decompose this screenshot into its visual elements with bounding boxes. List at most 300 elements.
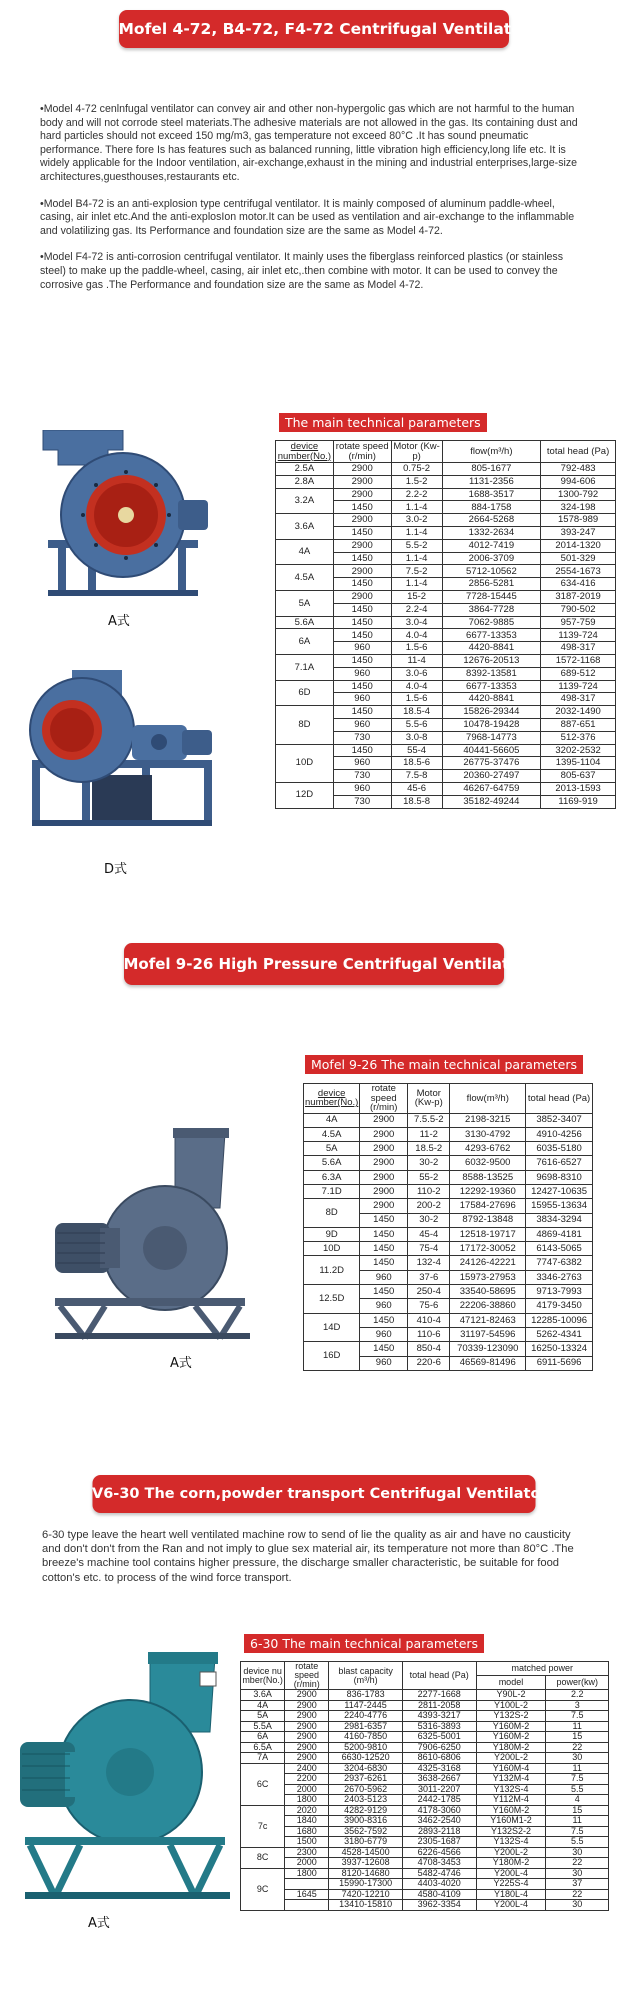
table-cell: 11 <box>546 1721 609 1732</box>
table-cell: 1688-3517 <box>442 488 541 501</box>
table-cell: 37-6 <box>408 1270 450 1284</box>
table-cell: 2400 <box>285 1763 329 1774</box>
col-blast-capacity: blast capacity (m³/h) <box>329 1662 403 1690</box>
table-cell: 410-4 <box>408 1313 450 1327</box>
table-cell: 12676-20513 <box>442 654 541 667</box>
table-cell: 2900 <box>360 1184 408 1198</box>
table-cell: 8392-13581 <box>442 667 541 680</box>
table-cell: Y132S-2 <box>476 1711 546 1722</box>
table-cell: 13410-15810 <box>329 1900 403 1911</box>
table-cell: 15955-13634 <box>526 1199 593 1213</box>
table-cell: 957-759 <box>541 616 616 629</box>
table-cell: 3130-4792 <box>450 1127 526 1141</box>
table-cell: 1169-919 <box>541 795 616 808</box>
table-cell: 2900 <box>360 1142 408 1156</box>
table-cell: Y90L-2 <box>476 1690 546 1701</box>
table-cell: 6226-4566 <box>402 1847 476 1858</box>
table-cell: 3562-7592 <box>329 1826 403 1837</box>
table-cell: Y200L-2 <box>476 1753 546 1764</box>
table-cell: 22 <box>546 1889 609 1900</box>
table-cell: 2900 <box>285 1721 329 1732</box>
table-cell: 3 <box>546 1700 609 1711</box>
table-cell: 1.1-4 <box>391 501 442 514</box>
table-cell: 15 <box>546 1732 609 1743</box>
table-cell: 324-198 <box>541 501 616 514</box>
table-row <box>241 1858 609 1869</box>
table-cell: 200-2 <box>408 1199 450 1213</box>
table-cell: 1578-989 <box>541 514 616 527</box>
table-cell: 30 <box>546 1753 609 1764</box>
table-row <box>304 1227 593 1241</box>
paragraph-model-b4-72: •Model B4-72 is an anti-explosion type centrifugal ventilator. It is mainly composed of aluminum paddle-wheel, casing, air inlet etc.And the anti-explosIon motor.It can be used as ventilation and air-exchange to the inflammable and volatilizing gas. Its Performance and foundation size are the same as Model 4-72. <box>40 197 575 237</box>
fan-image-d-type <box>22 665 222 840</box>
table-cell: 3202-2532 <box>541 744 616 757</box>
table-cell: 3638-2667 <box>402 1774 476 1785</box>
section2-table-title: Mofel 9-26 The main technical parameters <box>305 1055 583 1074</box>
table-cell: 26775-37476 <box>442 757 541 770</box>
section1-title-banner <box>118 10 530 48</box>
table-cell: 2856-5281 <box>442 578 541 591</box>
table-cell: 2277-1668 <box>402 1690 476 1701</box>
cell-device-number: 7.1D <box>304 1184 360 1198</box>
table-cell: 9698-8310 <box>526 1170 593 1184</box>
cell-device-number: 7.1A <box>276 654 334 680</box>
table-cell: 7420-12210 <box>329 1889 403 1900</box>
table-cell: 4420-8841 <box>442 693 541 706</box>
table-cell: 4 <box>546 1795 609 1806</box>
section3-title-banner <box>92 1475 548 1513</box>
col-total-head: total head (Pa) <box>541 441 616 463</box>
table-cell: 110-2 <box>408 1184 450 1198</box>
table-cell: 498-317 <box>541 693 616 706</box>
table-cell: 4178-3060 <box>402 1805 476 1816</box>
table-cell: 5482-4746 <box>402 1868 476 1879</box>
table-cell: Y180L-4 <box>476 1889 546 1900</box>
section2-parameter-table <box>303 1083 593 1371</box>
table-row <box>276 706 616 719</box>
table-row <box>276 616 616 629</box>
section2-title: Mofel 9-26 High Pressure Centrifugal Ventilator <box>123 955 527 973</box>
table-cell: 3962-3354 <box>402 1900 476 1911</box>
table-cell: Y160M-4 <box>476 1763 546 1774</box>
table-cell: 1300-792 <box>541 488 616 501</box>
section3-description <box>42 1528 592 1598</box>
table-row <box>241 1763 609 1774</box>
cell-device-number: 7A <box>241 1753 285 1764</box>
table-cell: 4160-7850 <box>329 1732 403 1743</box>
table-cell: 1450 <box>360 1342 408 1356</box>
table-cell: 18.5-2 <box>408 1142 450 1156</box>
table-cell: 6911-5696 <box>526 1356 593 1370</box>
table-cell: 6677-13353 <box>442 629 541 642</box>
cell-device-number: 6.5A <box>241 1742 285 1753</box>
table-cell: 3.0-6 <box>391 667 442 680</box>
table-cell: 40441-56605 <box>442 744 541 757</box>
table-cell: 8120-14680 <box>329 1868 403 1879</box>
table-cell: 1450 <box>333 603 391 616</box>
cell-device-number: 10D <box>276 744 334 782</box>
table-cell: 12292-19360 <box>450 1184 526 1198</box>
cell-device-number: 4.5A <box>276 565 334 591</box>
table-row <box>304 1142 593 1156</box>
table-row <box>304 1127 593 1141</box>
table-cell: 2937-6261 <box>329 1774 403 1785</box>
table-cell: 960 <box>333 693 391 706</box>
table-row <box>241 1879 609 1890</box>
table-cell: 2900 <box>333 539 391 552</box>
table-cell: 5262-4341 <box>526 1327 593 1341</box>
table-cell: 6325-5001 <box>402 1732 476 1743</box>
table-row <box>241 1732 609 1743</box>
table-row <box>241 1889 609 1900</box>
table-cell: 24126-42221 <box>450 1256 526 1270</box>
table-cell: 45-4 <box>408 1227 450 1241</box>
table-cell: 7968-14773 <box>442 731 541 744</box>
table-cell: 1450 <box>333 744 391 757</box>
table-cell: 2670-5962 <box>329 1784 403 1795</box>
table-row <box>276 629 616 642</box>
table-cell: 6032-9500 <box>450 1156 526 1170</box>
table-cell: 2.2 <box>546 1690 609 1701</box>
cell-device-number: 5.5A <box>241 1721 285 1732</box>
table-cell: 3187-2019 <box>541 590 616 603</box>
table-cell: 4.0-4 <box>391 629 442 642</box>
table-cell: 8610-6806 <box>402 1753 476 1764</box>
table-row <box>241 1900 609 1911</box>
table-cell: 3864-7728 <box>442 603 541 616</box>
table-row <box>276 488 616 501</box>
table-cell: 4580-4109 <box>402 1889 476 1900</box>
table-cell: 3204-6830 <box>329 1763 403 1774</box>
table-row <box>276 782 616 795</box>
paragraph-model-4-72: •Model 4-72 cenlnfugal ventilator can convey air and other non-hypergolic gas which are not harmful to the human body and will not corrode steel materiats.The adhesive materials are not allowed in the gas. Its containing dust and hard particles should not exceed 150 mg/m3, gas temperature not exceed 80°C .It has sound pneumatic performance. There fore Is has features such as balanced running, little vibration high efficiency,long life etc. It is widely applicable for the Indoor ventilation, air-exchange,exhaust in the mining and industrial enterprises,large-size architectures,guesthouses,restaurants etc. <box>40 103 578 183</box>
table-cell: 7.5 <box>546 1826 609 1837</box>
table-cell: 1.5-6 <box>391 642 442 655</box>
cell-device-number: 5.6A <box>276 616 334 629</box>
table-cell: 2006-3709 <box>442 552 541 565</box>
table-cell: 55-4 <box>391 744 442 757</box>
fan-image-9-26 <box>45 1128 255 1343</box>
table-cell: Y200L-2 <box>476 1847 546 1858</box>
table-cell: 1450 <box>360 1256 408 1270</box>
table-row <box>304 1170 593 1184</box>
table-cell: 30-2 <box>408 1156 450 1170</box>
table-cell: 1450 <box>333 616 391 629</box>
table-row <box>241 1711 609 1722</box>
cell-device-number: 6A <box>241 1732 285 1743</box>
table-cell: 3011-2207 <box>402 1784 476 1795</box>
table-cell: 1.1-4 <box>391 578 442 591</box>
table-cell: 22 <box>546 1858 609 1869</box>
table-cell: 132-4 <box>408 1256 450 1270</box>
col-matched-power: matched power <box>476 1662 609 1676</box>
table-cell: 2900 <box>360 1199 408 1213</box>
table-cell: 498-317 <box>541 642 616 655</box>
cell-device-number: 8D <box>276 706 334 744</box>
table-cell: 634-416 <box>541 578 616 591</box>
table-cell: 4.0-4 <box>391 680 442 693</box>
table-row <box>304 1242 593 1256</box>
table-cell: 30 <box>546 1847 609 1858</box>
table-row <box>241 1868 609 1879</box>
table-cell: 0.75-2 <box>391 463 442 476</box>
table-cell: 1450 <box>333 654 391 667</box>
table-cell: 2900 <box>360 1127 408 1141</box>
table-cell: 45-6 <box>391 782 442 795</box>
table-row <box>276 475 616 488</box>
table-cell: 2020 <box>285 1805 329 1816</box>
cell-device-number: 9C <box>241 1868 285 1910</box>
table-cell: 1450 <box>333 578 391 591</box>
table-row <box>276 565 616 578</box>
paragraph-6-30: 6-30 type leave the heart well ventilated machine row to send of lie the quality as air and have no causticity and don't don't from the Ran and not imply to glue sex material air, its temperature not more than 80°C .The breeze's machine tool contains higher pressure, the discharge smaller characteristic, be suitable for food cotton's etc. to process of the wind force transport. <box>42 1529 574 1584</box>
table-row <box>241 1690 609 1701</box>
table-cell: 805-1677 <box>442 463 541 476</box>
table-cell: 7.5-2 <box>391 565 442 578</box>
table-cell: 12427-10635 <box>526 1184 593 1198</box>
table-cell: 18.5-4 <box>391 706 442 719</box>
table-cell: Y225S-4 <box>476 1879 546 1890</box>
table-cell: Y132S2-2 <box>476 1826 546 1837</box>
table-row <box>241 1721 609 1732</box>
table-cell: 2664-5268 <box>442 514 541 527</box>
table-cell: 22206-38860 <box>450 1299 526 1313</box>
table-cell: 2200 <box>285 1774 329 1785</box>
table-cell: 4420-8841 <box>442 642 541 655</box>
table-cell: Y180M-2 <box>476 1742 546 1753</box>
table-cell: 850-4 <box>408 1342 450 1356</box>
table-cell: Y160M-2 <box>476 1805 546 1816</box>
table-cell: 18.5-8 <box>391 795 442 808</box>
paragraph-model-f4-72: •Model F4-72 is anti-corrosion centrifugal ventilator. It mainly uses the fiberglass reinforced plastics (or stainless steel) to make up the paddle-wheel, casing, air inlet etc,.then combine with motor. It can be used to convey the corrosive gas .The Performance and foundation size are the same as Model 4-72. <box>40 251 564 291</box>
table-cell: 4293-6762 <box>450 1142 526 1156</box>
table-cell: 1332-2634 <box>442 526 541 539</box>
table-cell: 46267-64759 <box>442 782 541 795</box>
cell-device-number: 2.5A <box>276 463 334 476</box>
table-cell: 960 <box>333 757 391 770</box>
table-cell: 2900 <box>285 1742 329 1753</box>
table-cell: 2900 <box>333 463 391 476</box>
table-cell: Y160M1-2 <box>476 1816 546 1827</box>
table-cell: 2900 <box>285 1690 329 1701</box>
table-row <box>304 1313 593 1327</box>
table-row <box>241 1784 609 1795</box>
table-cell: 2032-1490 <box>541 706 616 719</box>
table-cell: 2.2-2 <box>391 488 442 501</box>
table-cell: 1450 <box>360 1242 408 1256</box>
col-total-head: total head (Pa) <box>402 1662 476 1690</box>
cell-device-number: 3.6A <box>241 1690 285 1701</box>
table-row <box>304 1342 593 1356</box>
col-device-number: device number(No.) <box>304 1084 360 1114</box>
table-cell: 12285-10096 <box>526 1313 593 1327</box>
table-cell: 75-4 <box>408 1242 450 1256</box>
table-cell: 17584-27696 <box>450 1199 526 1213</box>
table-row <box>241 1700 609 1711</box>
table-cell: 3.0-4 <box>391 616 442 629</box>
table-cell: 6630-12520 <box>329 1753 403 1764</box>
table-cell: 1147-2445 <box>329 1700 403 1711</box>
table-cell: 2000 <box>285 1784 329 1795</box>
table-cell: 30 <box>546 1868 609 1879</box>
table-row <box>276 744 616 757</box>
table-cell: 1.5-6 <box>391 693 442 706</box>
table-cell: 1800 <box>285 1868 329 1879</box>
cell-device-number: 6C <box>241 1763 285 1805</box>
table-cell: 1680 <box>285 1826 329 1837</box>
table-cell: Y200L-4 <box>476 1900 546 1911</box>
table-cell: 1395-1104 <box>541 757 616 770</box>
table-cell: 4179-3450 <box>526 1299 593 1313</box>
table-cell: 887-651 <box>541 718 616 731</box>
table-cell: 3346-2763 <box>526 1270 593 1284</box>
table-cell: 3937-12608 <box>329 1858 403 1869</box>
table-cell: 2811-2058 <box>402 1700 476 1711</box>
fan-image-a-type <box>28 430 218 605</box>
table-cell: 960 <box>360 1299 408 1313</box>
table-row <box>241 1816 609 1827</box>
table-cell: 35182-49244 <box>442 795 541 808</box>
table-cell: Y132M-4 <box>476 1774 546 1785</box>
table-cell: 47121-82463 <box>450 1313 526 1327</box>
table-cell: 884-1758 <box>442 501 541 514</box>
table-cell: 730 <box>333 770 391 783</box>
cell-device-number: 12.5D <box>304 1285 360 1314</box>
table-cell: 2305-1687 <box>402 1837 476 1848</box>
cell-device-number: 8C <box>241 1847 285 1868</box>
fan-image-6-30 <box>10 1652 240 1912</box>
table-cell: 2900 <box>333 514 391 527</box>
table-cell: 1131-2356 <box>442 475 541 488</box>
table-cell: 1450 <box>360 1213 408 1227</box>
table-cell: 37 <box>546 1879 609 1890</box>
table-cell: 2900 <box>333 475 391 488</box>
table-row <box>241 1847 609 1858</box>
table-cell: 1500 <box>285 1837 329 1848</box>
table-cell: 1645 <box>285 1889 329 1900</box>
table-cell: 1572-1168 <box>541 654 616 667</box>
table-cell: 1450 <box>333 552 391 565</box>
cell-device-number: 5A <box>304 1142 360 1156</box>
table-cell: 3900-8316 <box>329 1816 403 1827</box>
col-device-number: device number(No.) <box>276 441 334 463</box>
table-cell: 70339-123090 <box>450 1342 526 1356</box>
table-cell: 75-6 <box>408 1299 450 1313</box>
table-cell: 2554-1673 <box>541 565 616 578</box>
cell-device-number: 10D <box>304 1242 360 1256</box>
table-cell: 16250-13324 <box>526 1342 593 1356</box>
table-row <box>276 654 616 667</box>
table-cell: 2442-1785 <box>402 1795 476 1806</box>
section1-title: Mofel 4-72, B4-72, F4-72 Centrifugal Ventilator <box>118 20 530 38</box>
table-cell: 15826-29344 <box>442 706 541 719</box>
table-cell: 4403-4020 <box>402 1879 476 1890</box>
table-cell: 960 <box>333 782 391 795</box>
section1-description <box>40 103 587 305</box>
table-cell: 22 <box>546 1742 609 1753</box>
table-cell: 11 <box>546 1816 609 1827</box>
table-cell: Y180M-2 <box>476 1858 546 1869</box>
table-row <box>241 1805 609 1816</box>
table-cell: 12518-19717 <box>450 1227 526 1241</box>
table-cell: 792-483 <box>541 463 616 476</box>
table-row <box>304 1199 593 1213</box>
table-cell: Y160M-2 <box>476 1721 546 1732</box>
col-flow: flow(m³/h) <box>442 441 541 463</box>
table-cell: 2300 <box>285 1847 329 1858</box>
table-cell: 7062-9885 <box>442 616 541 629</box>
table-cell: 5.5-6 <box>391 718 442 731</box>
table-cell: 20360-27497 <box>442 770 541 783</box>
table-cell: 1450 <box>333 706 391 719</box>
table-cell: 30-2 <box>408 1213 450 1227</box>
table-row <box>241 1837 609 1848</box>
table-cell: 960 <box>333 667 391 680</box>
table-cell: 5.5 <box>546 1837 609 1848</box>
table-cell: 2900 <box>285 1753 329 1764</box>
table-cell: 30 <box>546 1900 609 1911</box>
table-cell: 6035-5180 <box>526 1142 593 1156</box>
section3-title: V6-30 The corn,powder transport Centrifugal Ventilator <box>92 1486 548 1502</box>
table-cell: 5712-10562 <box>442 565 541 578</box>
table-row <box>304 1285 593 1299</box>
cell-device-number: 7c <box>241 1805 285 1847</box>
table-cell: 5200-9810 <box>329 1742 403 1753</box>
table-cell: 3852-3407 <box>526 1113 593 1127</box>
table-row <box>241 1795 609 1806</box>
table-cell: 3462-2540 <box>402 1816 476 1827</box>
table-row <box>304 1256 593 1270</box>
table-cell: 55-2 <box>408 1170 450 1184</box>
cell-device-number: 3.6A <box>276 514 334 540</box>
table-cell: 805-637 <box>541 770 616 783</box>
table-cell: 4528-14500 <box>329 1847 403 1858</box>
col-rotate-speed: rotate speed (r/min) <box>285 1662 329 1690</box>
cell-device-number: 4A <box>276 539 334 565</box>
table-cell: 2000 <box>285 1858 329 1869</box>
table-cell: 7.5-8 <box>391 770 442 783</box>
table-cell: 994-606 <box>541 475 616 488</box>
cell-device-number: 6D <box>276 680 334 706</box>
table-row <box>241 1742 609 1753</box>
table-cell: 2981-6357 <box>329 1721 403 1732</box>
label-a-type-2: A式 <box>170 1356 192 1371</box>
table-cell: 17172-30052 <box>450 1242 526 1256</box>
table-cell: 1.1-4 <box>391 552 442 565</box>
table-cell: 689-512 <box>541 667 616 680</box>
table-row <box>241 1753 609 1764</box>
table-cell: 7616-6527 <box>526 1156 593 1170</box>
section1-parameter-table <box>275 440 616 809</box>
section3-parameter-table <box>240 1661 609 1911</box>
table-cell: 1.5-2 <box>391 475 442 488</box>
table-cell: 250-4 <box>408 1285 450 1299</box>
table-cell: 7906-6250 <box>402 1742 476 1753</box>
table-cell: 11-2 <box>408 1127 450 1141</box>
table-cell: 7747-6382 <box>526 1256 593 1270</box>
table-cell <box>285 1879 329 1890</box>
table-cell: 1450 <box>360 1227 408 1241</box>
col-total-head: total head (Pa) <box>526 1084 593 1114</box>
table-cell: 15 <box>546 1805 609 1816</box>
table-cell: 110-6 <box>408 1327 450 1341</box>
table-cell: 1450 <box>360 1285 408 1299</box>
col-rotate-speed: rotate speed (r/min) <box>360 1084 408 1114</box>
table-cell: 18.5-6 <box>391 757 442 770</box>
table-cell: 5.5 <box>546 1784 609 1795</box>
table-cell: 2.2-4 <box>391 603 442 616</box>
table-cell: 960 <box>360 1356 408 1370</box>
